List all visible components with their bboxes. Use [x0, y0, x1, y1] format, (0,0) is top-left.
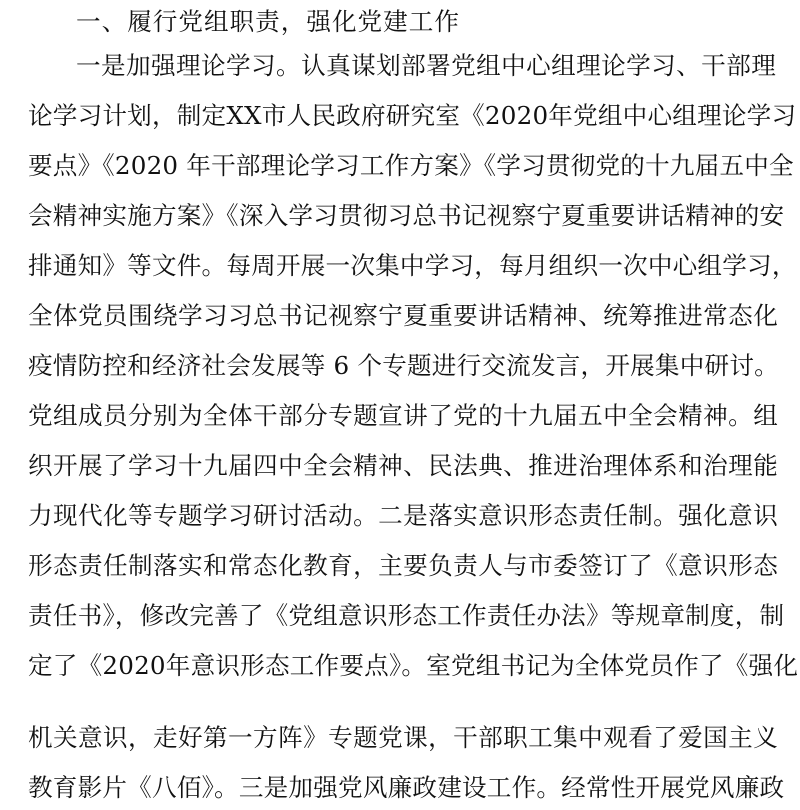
paragraph-line: 论学习计划，制定XX市人民政府研究室《2020年党组中心组理论学习: [28, 101, 797, 130]
paragraph-line: 疫情防控和经济社会发展等 6 个专题进行交流发言，开展集中研讨。: [28, 351, 779, 380]
paragraph-line: 会精神实施方案》《深入学习贯彻习总书记视察宁夏重要讲话精神的安: [28, 201, 785, 230]
paragraph-line: 全体党员围绕学习习总书记视察宁夏重要讲话精神、统筹推进常态化: [28, 301, 778, 330]
paragraph-line: 要点》《2020 年干部理论学习工作方案》《学习贯彻党的十九届五中全: [28, 151, 794, 180]
section-heading: 一、履行党组职责，强化党建工作: [76, 7, 460, 36]
paragraph-line: 织开展了学习十九届四中全会精神、民法典、推进治理体系和治理能: [28, 451, 778, 480]
paragraph-line: 党组成员分别为全体干部分专题宣讲了党的十九届五中全会精神。组: [28, 401, 778, 430]
paragraph-line: 一是加强理论学习。认真谋划部署党组中心组理论学习、干部理: [76, 51, 776, 80]
paragraph-line: 教育影片《八佰》。三是加强党风廉政建设工作。经常性开展党风廉政: [28, 773, 785, 802]
paragraph-line: 力现代化等专题学习研讨活动。二是落实意识形态责任制。强化意识: [28, 501, 778, 530]
paragraph-line: 责任书》，修改完善了《党组意识形态工作责任办法》等规章制度，制: [28, 601, 785, 630]
paragraph-line: 排通知》等文件。每周开展一次集中学习，每月组织一次中心组学习，: [28, 251, 797, 280]
paragraph-line: 形态责任制落实和常态化教育，主要负责人与市委签订了《意识形态: [28, 551, 778, 580]
paragraph-line: 机关意识，走好第一方阵》专题党课，干部职工集中观看了爱国主义: [28, 723, 778, 752]
paragraph-line: 定了《2020年意识形态工作要点》。室党组书记为全体党员作了《强化: [28, 651, 799, 680]
